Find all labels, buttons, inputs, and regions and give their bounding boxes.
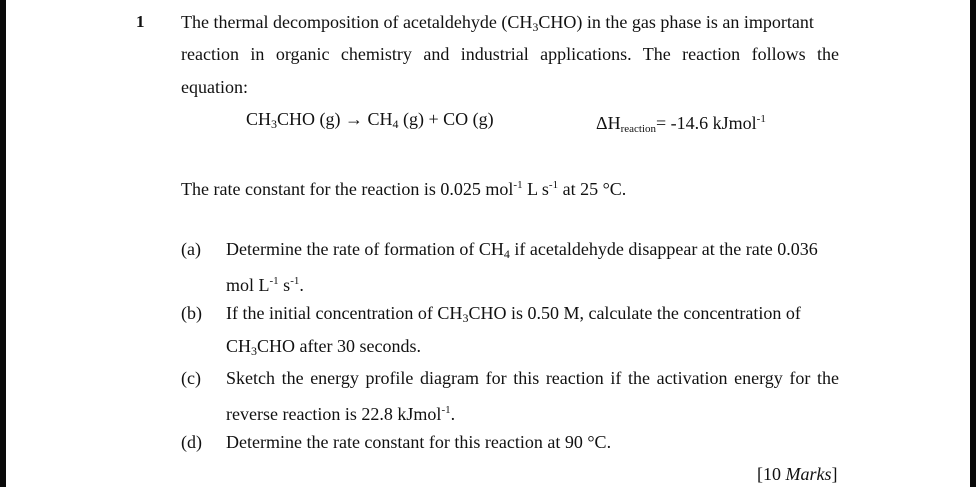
part-d-line-1: Determine the rate constant for this reaction at 90 °C.	[226, 432, 612, 452]
part-c-line-1: Sketch the energy profile diagram for this reaction if the activation energy for the	[226, 368, 839, 388]
part-c-label: (c)	[181, 368, 201, 388]
part-b-label: (b)	[181, 303, 202, 323]
intro-line-3: equation:	[181, 77, 248, 97]
marks-allocation: [10 Marks]	[757, 464, 838, 484]
intro-line-2: reaction in organic chemistry and industrial applications. The reaction follows the	[181, 44, 839, 64]
rate-constant-statement: The rate constant for the reaction is 0.025 mol$^{-1}$ L $s^{-1}$ at 25 °C.	[181, 179, 627, 199]
part-b-line-2: $CH_3CHO$ after 30 seconds.	[226, 336, 421, 358]
right-border	[970, 0, 976, 487]
part-c-line-2: reverse reaction is 22.8 kJmol$^{-1}$.	[226, 404, 456, 424]
intro-text: The thermal decomposition of acetaldehyde $(CH_3CHO)$ in the gas phase is an important	[181, 12, 814, 34]
part-b-line-1: If the initial concentration of $CH_3CHO$ is 0.50 M, calculate the concentration of	[226, 303, 801, 325]
intro-line-1	[181, 11, 839, 38]
left-border	[0, 0, 6, 487]
reaction-enthalpy: ΔHreaction= -14.6 kJmol$^{-1}$	[596, 113, 766, 135]
part-d-label: (d)	[181, 432, 202, 452]
part-a-label: (a)	[181, 239, 201, 259]
part-a-line-1: Determine the rate of formation of $CH_4$ if acetaldehyde disappear at the rate 0.036	[226, 239, 818, 261]
question-number: 1	[136, 12, 145, 31]
reaction-equation: $CH_3CHO$ $(g) \to CH_4$ (g) + CO (g)	[246, 109, 494, 131]
part-a-line-2: mol $L^{-1}$ $s^{-1}$.	[226, 275, 304, 295]
